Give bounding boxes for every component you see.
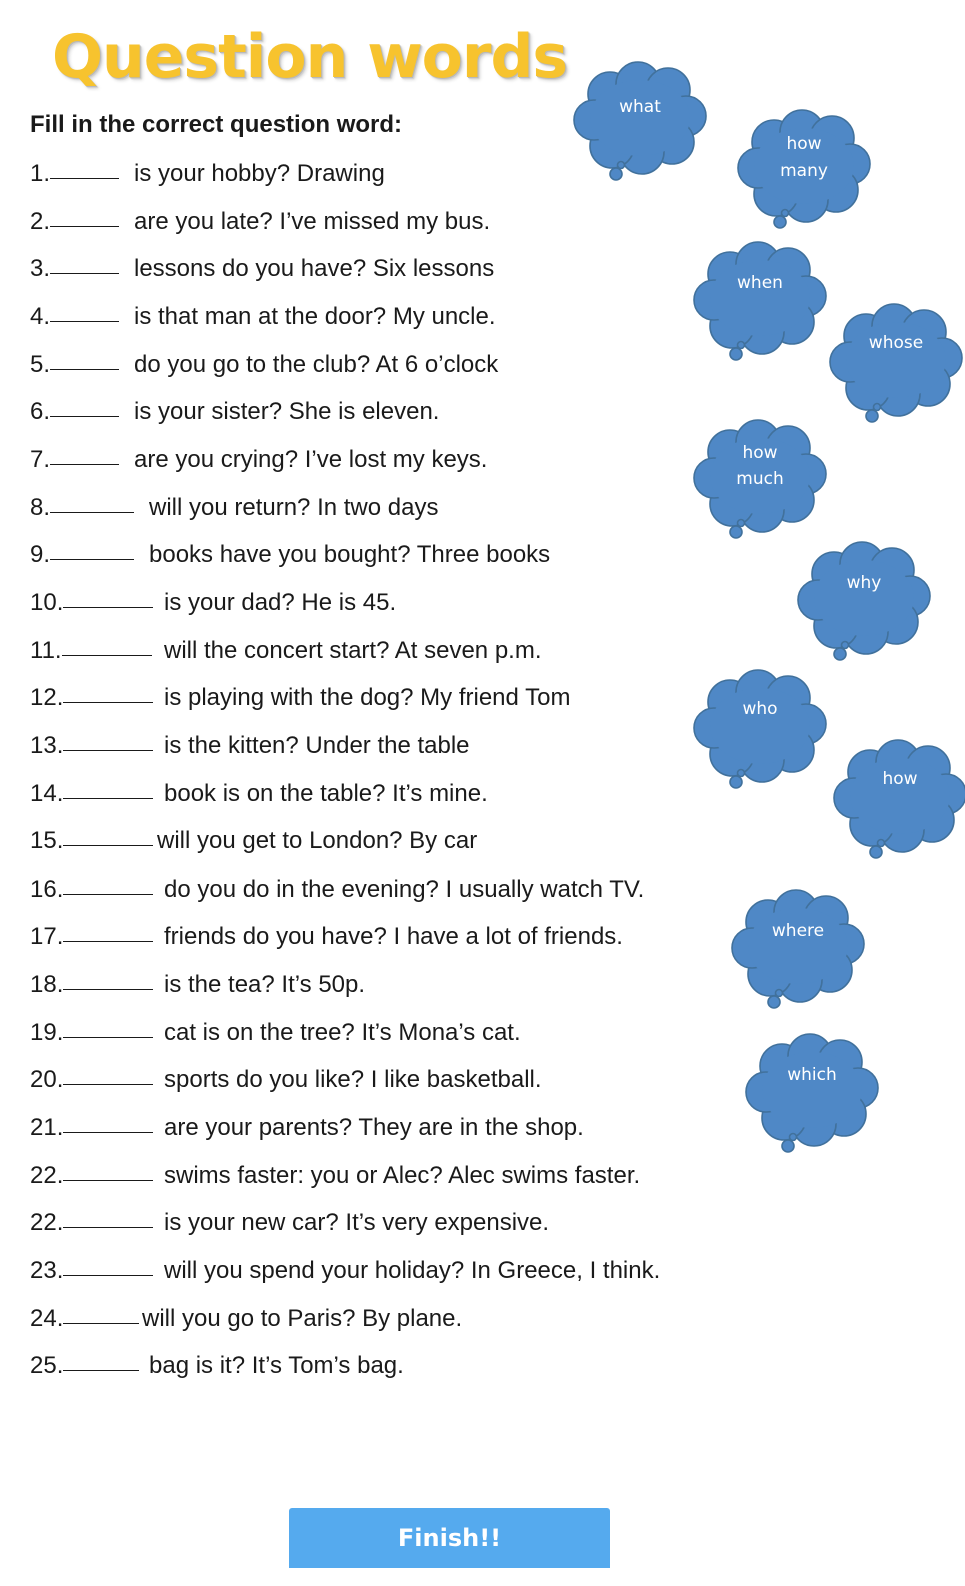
- word-label-line2: many: [780, 161, 828, 181]
- question-number: 22.: [30, 1209, 64, 1236]
- question-line: [30, 493, 439, 523]
- question-text: do you do in the evening? I usually watch TV.: [164, 876, 645, 903]
- question-text: are your parents? They are in the shop.: [164, 1114, 584, 1141]
- instruction-text: Fill in the correct question word:: [30, 111, 403, 138]
- cloud-shape: [730, 884, 866, 1012]
- question-line: [30, 254, 495, 284]
- word-label: who: [742, 699, 778, 719]
- question-number: 10.: [30, 589, 64, 616]
- question-number: 15.: [30, 827, 64, 854]
- question-line: [30, 922, 623, 952]
- word-bubble-who[interactable]: [692, 664, 828, 792]
- word-label: where: [771, 921, 825, 941]
- question-text: swims faster: you or Alec? Alec swims faster.: [164, 1162, 641, 1189]
- question-text: do you go to the club? At 6 o’clock: [134, 351, 499, 378]
- question-number: 17.: [30, 923, 64, 950]
- word-label: which: [787, 1065, 837, 1085]
- question-line: [30, 397, 440, 427]
- question-line: [30, 1018, 521, 1048]
- cloud-shape: [796, 536, 932, 664]
- question-text: will you get to London? By car: [157, 827, 478, 854]
- word-bubble-where[interactable]: [730, 884, 866, 1012]
- cloud-shape: [572, 56, 708, 184]
- question-number: 11.: [30, 637, 62, 664]
- question-line: [30, 540, 551, 570]
- question-text: will you return? In two days: [149, 494, 439, 521]
- question-text: is playing with the dog? My friend Tom: [164, 684, 571, 711]
- question-number: 25.: [30, 1352, 64, 1379]
- question-line: [30, 683, 571, 713]
- word-bubble-how-much[interactable]: [692, 414, 828, 542]
- question-text: bag is it? It’s Tom’s bag.: [149, 1352, 404, 1379]
- question-line: [30, 779, 488, 809]
- question-number: 16.: [30, 876, 64, 903]
- word-label-line2: much: [736, 469, 784, 489]
- question-line: [30, 970, 366, 1000]
- question-line: [30, 1065, 542, 1095]
- question-text: lessons do you have? Six lessons: [134, 255, 495, 282]
- question-number: 22.: [30, 1162, 64, 1189]
- question-text: will you go to Paris? By plane.: [142, 1305, 463, 1332]
- word-bubble-how-many[interactable]: [736, 104, 872, 232]
- word-label: what: [619, 97, 661, 117]
- question-number: 9.: [30, 541, 51, 568]
- cloud-shape: [744, 1028, 880, 1156]
- question-text: are you crying? I’ve lost my keys.: [134, 446, 488, 473]
- question-line: [30, 1208, 550, 1238]
- word-label-line1: how: [742, 443, 778, 463]
- question-line: [30, 636, 542, 666]
- question-number: 21.: [30, 1114, 64, 1141]
- question-line: [30, 159, 385, 189]
- cloud-shape: [692, 664, 828, 792]
- question-text: is your hobby? Drawing: [134, 160, 385, 187]
- question-line: [30, 1304, 463, 1334]
- question-number: 14.: [30, 780, 64, 807]
- question-number: 4.: [30, 303, 51, 330]
- question-line: [30, 826, 478, 856]
- question-text: will the concert start? At seven p.m.: [164, 637, 542, 664]
- question-text: is the tea? It’s 50p.: [164, 971, 366, 998]
- word-bubble-when[interactable]: [692, 236, 828, 364]
- question-number: 7.: [30, 446, 51, 473]
- question-line: [30, 1113, 584, 1143]
- cloud-shape: [832, 734, 965, 862]
- question-text: is the kitten? Under the table: [164, 732, 470, 759]
- worksheet-title: Question words: [52, 22, 568, 92]
- question-text: is your dad? He is 45.: [164, 589, 397, 616]
- question-text: are you late? I’ve missed my bus.: [134, 208, 491, 235]
- question-text: cat is on the tree? It’s Mona’s cat.: [164, 1019, 521, 1046]
- question-number: 8.: [30, 494, 51, 521]
- question-number: 1.: [30, 160, 51, 187]
- question-number: 3.: [30, 255, 51, 282]
- question-line: [30, 1351, 404, 1381]
- word-label: when: [737, 273, 783, 293]
- cloud-shape: [692, 236, 828, 364]
- question-line: [30, 350, 499, 380]
- question-text: will you spend your holiday? In Greece, I think.: [164, 1257, 661, 1284]
- word-label: how: [882, 769, 918, 789]
- question-line: [30, 1161, 641, 1191]
- word-label: whose: [868, 333, 924, 353]
- question-line: [30, 302, 496, 332]
- question-line: [30, 1256, 661, 1286]
- word-bubble-whose[interactable]: [828, 298, 964, 426]
- question-text: books have you bought? Three books: [149, 541, 551, 568]
- word-bubble-which[interactable]: [744, 1028, 880, 1156]
- question-text: friends do you have? I have a lot of friends.: [164, 923, 623, 950]
- finish-button[interactable]: Finish!!: [289, 1508, 610, 1568]
- question-line: [30, 875, 645, 905]
- question-number: 24.: [30, 1305, 64, 1332]
- question-number: 19.: [30, 1019, 64, 1046]
- question-text: is your new car? It’s very expensive.: [164, 1209, 550, 1236]
- word-label-line1: how: [786, 134, 822, 154]
- question-line: [30, 731, 470, 761]
- word-label: why: [846, 573, 882, 593]
- question-number: 23.: [30, 1257, 64, 1284]
- question-line: [30, 588, 397, 618]
- question-number: 13.: [30, 732, 64, 759]
- question-number: 6.: [30, 398, 51, 425]
- question-text: is that man at the door? My uncle.: [134, 303, 496, 330]
- word-bubble-how[interactable]: [832, 734, 965, 862]
- question-text: sports do you like? I like basketball.: [164, 1066, 542, 1093]
- question-line: [30, 445, 488, 475]
- cloud-shape: [828, 298, 964, 426]
- question-line: [30, 207, 491, 237]
- question-number: 18.: [30, 971, 64, 998]
- word-bubble-why[interactable]: [796, 536, 932, 664]
- question-number: 2.: [30, 208, 51, 235]
- question-text: book is on the table? It’s mine.: [164, 780, 488, 807]
- question-text: is your sister? She is eleven.: [134, 398, 440, 425]
- word-bubble-what[interactable]: [572, 56, 708, 184]
- question-number: 12.: [30, 684, 64, 711]
- question-number: 20.: [30, 1066, 64, 1093]
- question-number: 5.: [30, 351, 51, 378]
